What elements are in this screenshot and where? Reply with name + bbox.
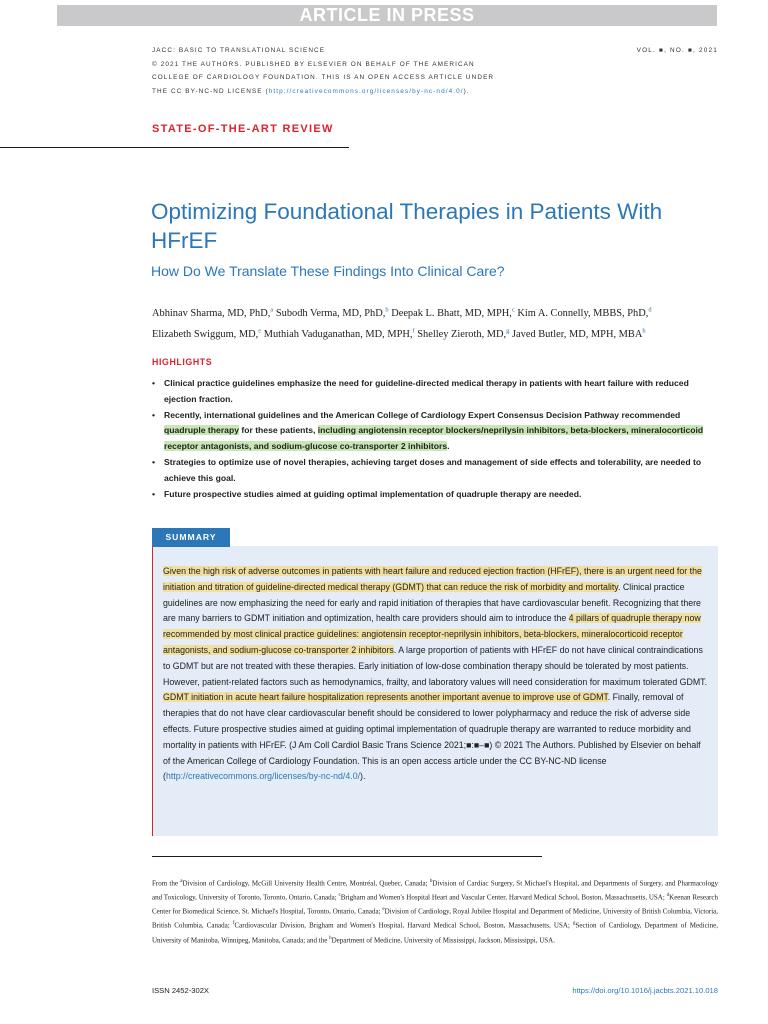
section-label: STATE-OF-THE-ART REVIEW bbox=[152, 123, 334, 135]
bullet-icon: • bbox=[152, 378, 156, 388]
highlight-mark: GDMT initiation in acute heart failure hospitalization represents another important avenue to improve use of GDMT bbox=[163, 692, 608, 703]
author: Kim A. Connelly, MBBS, PhD,$^d$ bbox=[517, 307, 652, 320]
author: Elizabeth Swiggum, MD,$^e$ bbox=[152, 327, 262, 341]
affiliations: From the $^a$Division of Cardiology, McGill University Health Centre, Montréal, Quebec, Canada; $^b$Division of Cardiac Surgery, St Michael's Hospital, and Departments of Surgery, and Pharmacology and Toxicology, University of Toronto, Toronto, Ontario, Canada; $^c$Brigham and Women's Hospital Heart and Vascular Center, Harvard Medical School, Boston, Massachusetts, USA; $^d$Keenan Research Center for Biomedical Science, St. Michael's Hospital, Toronto, Ontario, Canada; $^e$Division of Cardiology, Royal Jubilee Hospital and Department of Medicine, University of British Columbia, Victoria, British Columbia, Canada; $^f$Cardiovascular Division, Brigham and Women's Hospital, Harvard Medical School, Boston, Massachusetts, USA; $^g$Section of Cardiology, Department of Medicine, University of Manitoba, Winnipeg, Manitoba, Canada; and the $^h$Department of Medicine, University of Mississippi, Jackson, Mississippi, USA. bbox=[152, 879, 718, 944]
license-link[interactable]: http://creativecommons.org/licenses/by-nc-nd/4.0/ bbox=[268, 87, 464, 95]
highlight-mark: including angiotensin receptor blockers/neprilysin inhibitors, beta-blockers, mineralocorticoid receptor antagonists, and sodium-glucose co-transporter 2 inhibitors bbox=[164, 425, 704, 452]
highlight-mark: Given the high risk of adverse outcomes in patients with heart failure and reduced ejection fraction (HFrEF), there is an urgent need for the initiation and titration of guideline-directed medical therapy (GDMT) that can reduce the risk of morbidity and mortality bbox=[163, 566, 702, 592]
highlights-list bbox=[152, 376, 722, 502]
license-line: THE CC BY-NC-ND LICENSE (http://creativecommons.org/licenses/by-nc-nd/4.0/). bbox=[152, 87, 470, 95]
article-title: Optimizing Foundational Therapies in Patients With HFrEF bbox=[151, 199, 663, 253]
highlight-mark: quadruple therapy bbox=[164, 425, 239, 436]
highlight-item: • Recently, international guidelines and the American College of Cardiology Expert Consensus Decision Pathway recommended quadruple therapy for these patients, including angiotensin receptor blockers/neprilysin inhibitors, beta-blockers, mineralocorticoid receptor antagonists, and sodium-glucose co-transporter 2 inhibitors. bbox=[152, 409, 704, 452]
summary-text: Given the high risk of adverse outcomes in patients with heart failure and reduced ejection fraction (HFrEF), there is an urgent need for the initiation and titration of guideline-directed medical therapy (GDMT) that can reduce the risk of morbidity and mortality. Clinical practice guidelines are now emphasizing the need for early and rapid initiation of therapies that have cardiovascular benefit. Recognizing that there are many barriers to GDMT initiation and optimization, health care providers should aim to introduce the 4 pillars of quadruple therapy now recommended by most clinical practice guidelines: angiotensin receptor-neprilysin inhibitors, beta-blockers, mineralocorticoid receptor antagonists, and sodium-glucose co-transporter 2 inhibitors. A large proportion of patients with HFrEF do not have clinical contraindications to GDMT but are not treated with these therapies. Early initiation of low-dose combination therapy should be tolerated by most patients. However, patient-related factors such as hemodynamics, frailty, and laboratory values will need consideration for maximum tolerated GDMT. GDMT initiation in acute heart failure hospitalization represents another important avenue to improve use of GDMT. Finally, removal of therapies that do not have clear cardiovascular benefit should be considered to lower polypharmacy and reduce the risk of adverse side effects. Future prospective studies aimed at guiding optimal implementation of quadruple therapy are warranted to reduce morbidity and mortality in patients with HFrEF. (J Am Coll Cardiol Basic Trans Science 2021;■:■–■) © 2021 The Authors. Published by Elsevier on behalf of the American College of Cardiology Foundation. This is an open access article under the CC BY-NC-ND license (http://creativecommons.org/licenses/by-nc-nd/4.0/). bbox=[163, 566, 708, 782]
copyright-line: © 2021 THE AUTHORS. PUBLISHED BY ELSEVIER ON BEHALF OF THE AMERICAN bbox=[152, 60, 475, 68]
doi-link[interactable]: https://doi.org/10.1016/j.jacbts.2021.10.018 bbox=[572, 986, 718, 995]
copyright-line: COLLEGE OF CARDIOLOGY FOUNDATION. THIS IS AN OPEN ACCESS ARTICLE UNDER bbox=[152, 74, 495, 81]
journal-name: JACC: BASIC TO TRANSLATIONAL SCIENCE bbox=[152, 47, 326, 54]
author: Abhinav Sharma, MD, PhD,$^a$ bbox=[152, 307, 274, 320]
author: Subodh Verma, MD, PhD,$^b$ bbox=[275, 307, 389, 320]
footnote-divider bbox=[152, 856, 542, 857]
article-in-press-banner: ARTICLE IN PRESS bbox=[57, 5, 717, 26]
volume-info: VOL. ■, NO. ■, 2021 bbox=[636, 47, 718, 54]
bullet-icon: • bbox=[152, 488, 156, 499]
highlight-item: • Strategies to optimize use of novel therapies, achieving target doses and management of side effects and tolerability, are needed to achieve this goal. bbox=[152, 456, 702, 483]
section-divider bbox=[0, 147, 349, 148]
highlight-item: • Clinical practice guidelines emphasize the need for guideline-directed medical therapy in patients with heart failure with reduced ejection fraction. bbox=[152, 378, 689, 404]
author: Shelley Zieroth, MD,$^g$ bbox=[417, 327, 510, 341]
highlights-heading: HIGHLIGHTS bbox=[152, 357, 213, 367]
issn: ISSN 2452-302X bbox=[152, 986, 209, 995]
author: Deepak L. Bhatt, MD, MPH,$^c$ bbox=[391, 307, 515, 320]
article-subtitle: How Do We Translate These Findings Into Clinical Care? bbox=[151, 263, 505, 279]
author: Javed Butler, MD, MPH, MBA$^h$ bbox=[511, 327, 646, 341]
author-list bbox=[152, 302, 722, 344]
bullet-icon: • bbox=[152, 456, 156, 467]
license-link[interactable]: http://creativecommons.org/licenses/by-nc-nd/4.0/ bbox=[165, 771, 361, 782]
highlight-item: • Future prospective studies aimed at guiding optimal implementation of quadruple therapy are needed. bbox=[152, 487, 722, 503]
highlight-mark: 4 pillars of quadruple therapy now recommended by most clinical practice guidelines: angiotensin receptor-neprilysin inhibitors, beta-blockers, mineralocorticoid receptor antagonists, and sodium-glucose co-transporter 2 inhibitors bbox=[163, 613, 701, 655]
author: Muthiah Vaduganathan, MD, MPH,$^f$ bbox=[263, 327, 415, 341]
journal-info bbox=[152, 44, 552, 98]
bullet-icon: • bbox=[152, 409, 156, 420]
summary-heading: SUMMARY bbox=[152, 528, 230, 547]
